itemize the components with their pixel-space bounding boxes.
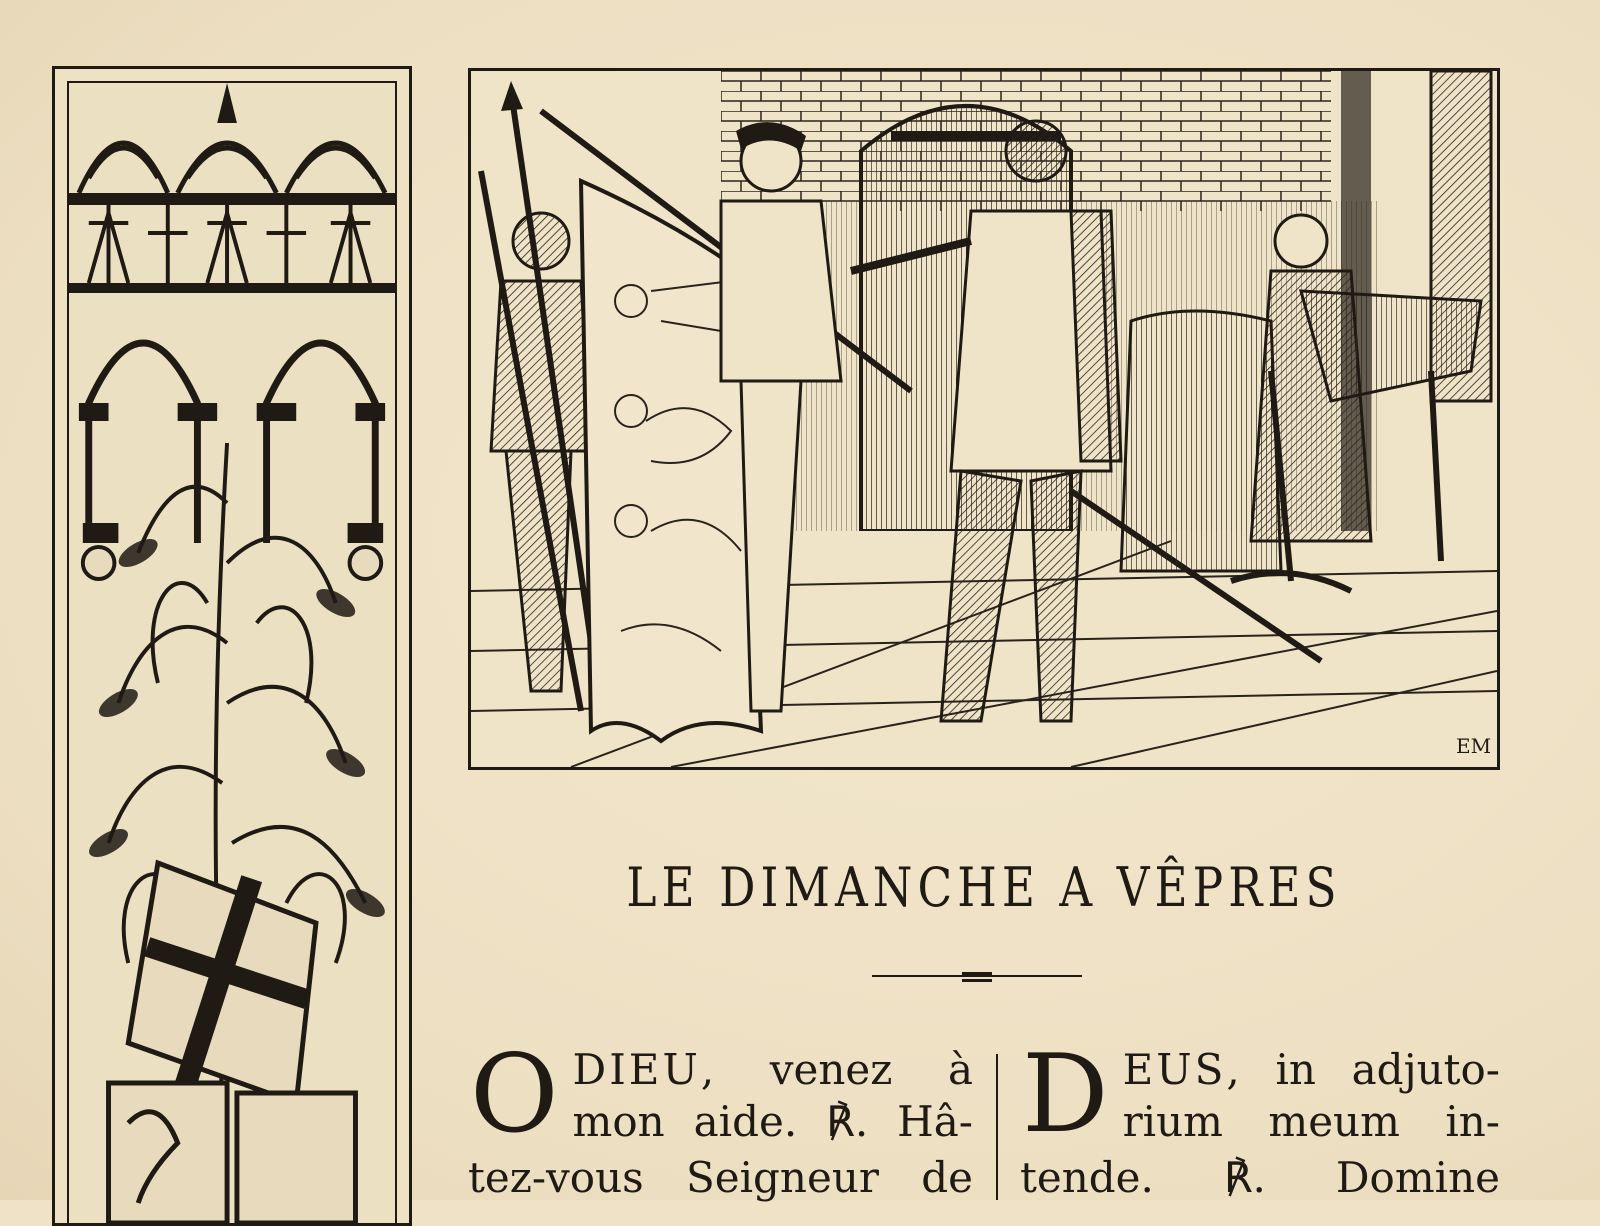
page-title: LE DIMANCHE A VÊPRES bbox=[626, 856, 1342, 919]
drop-cap: O bbox=[470, 1044, 559, 1157]
text-line: tende. ℟. Domine bbox=[1020, 1153, 1500, 1202]
text-line: rium meum in- bbox=[1122, 1097, 1500, 1146]
small-caps-word: DIEU bbox=[572, 1045, 701, 1094]
line-text: , venez à bbox=[700, 1045, 973, 1094]
line-text: , in adjuto- bbox=[1226, 1045, 1500, 1094]
column-divider bbox=[996, 1054, 998, 1200]
engraving-monogram: EM bbox=[1456, 734, 1492, 758]
ornamental-border bbox=[52, 66, 412, 1226]
gothic-ornament-icon bbox=[67, 81, 397, 1223]
small-caps-word: EUS bbox=[1122, 1045, 1227, 1094]
engraving-illustration bbox=[468, 68, 1500, 770]
text-line: mon aide. ℟. Hâ- bbox=[572, 1097, 973, 1146]
text-column-latin bbox=[1020, 1044, 1500, 1204]
text-line: tez-vous Seigneur de bbox=[468, 1153, 973, 1202]
drop-cap: D bbox=[1022, 1044, 1109, 1157]
ornamental-rule bbox=[872, 968, 1082, 988]
engraving-scene-icon bbox=[471, 71, 1497, 767]
text-column-french bbox=[468, 1044, 973, 1204]
